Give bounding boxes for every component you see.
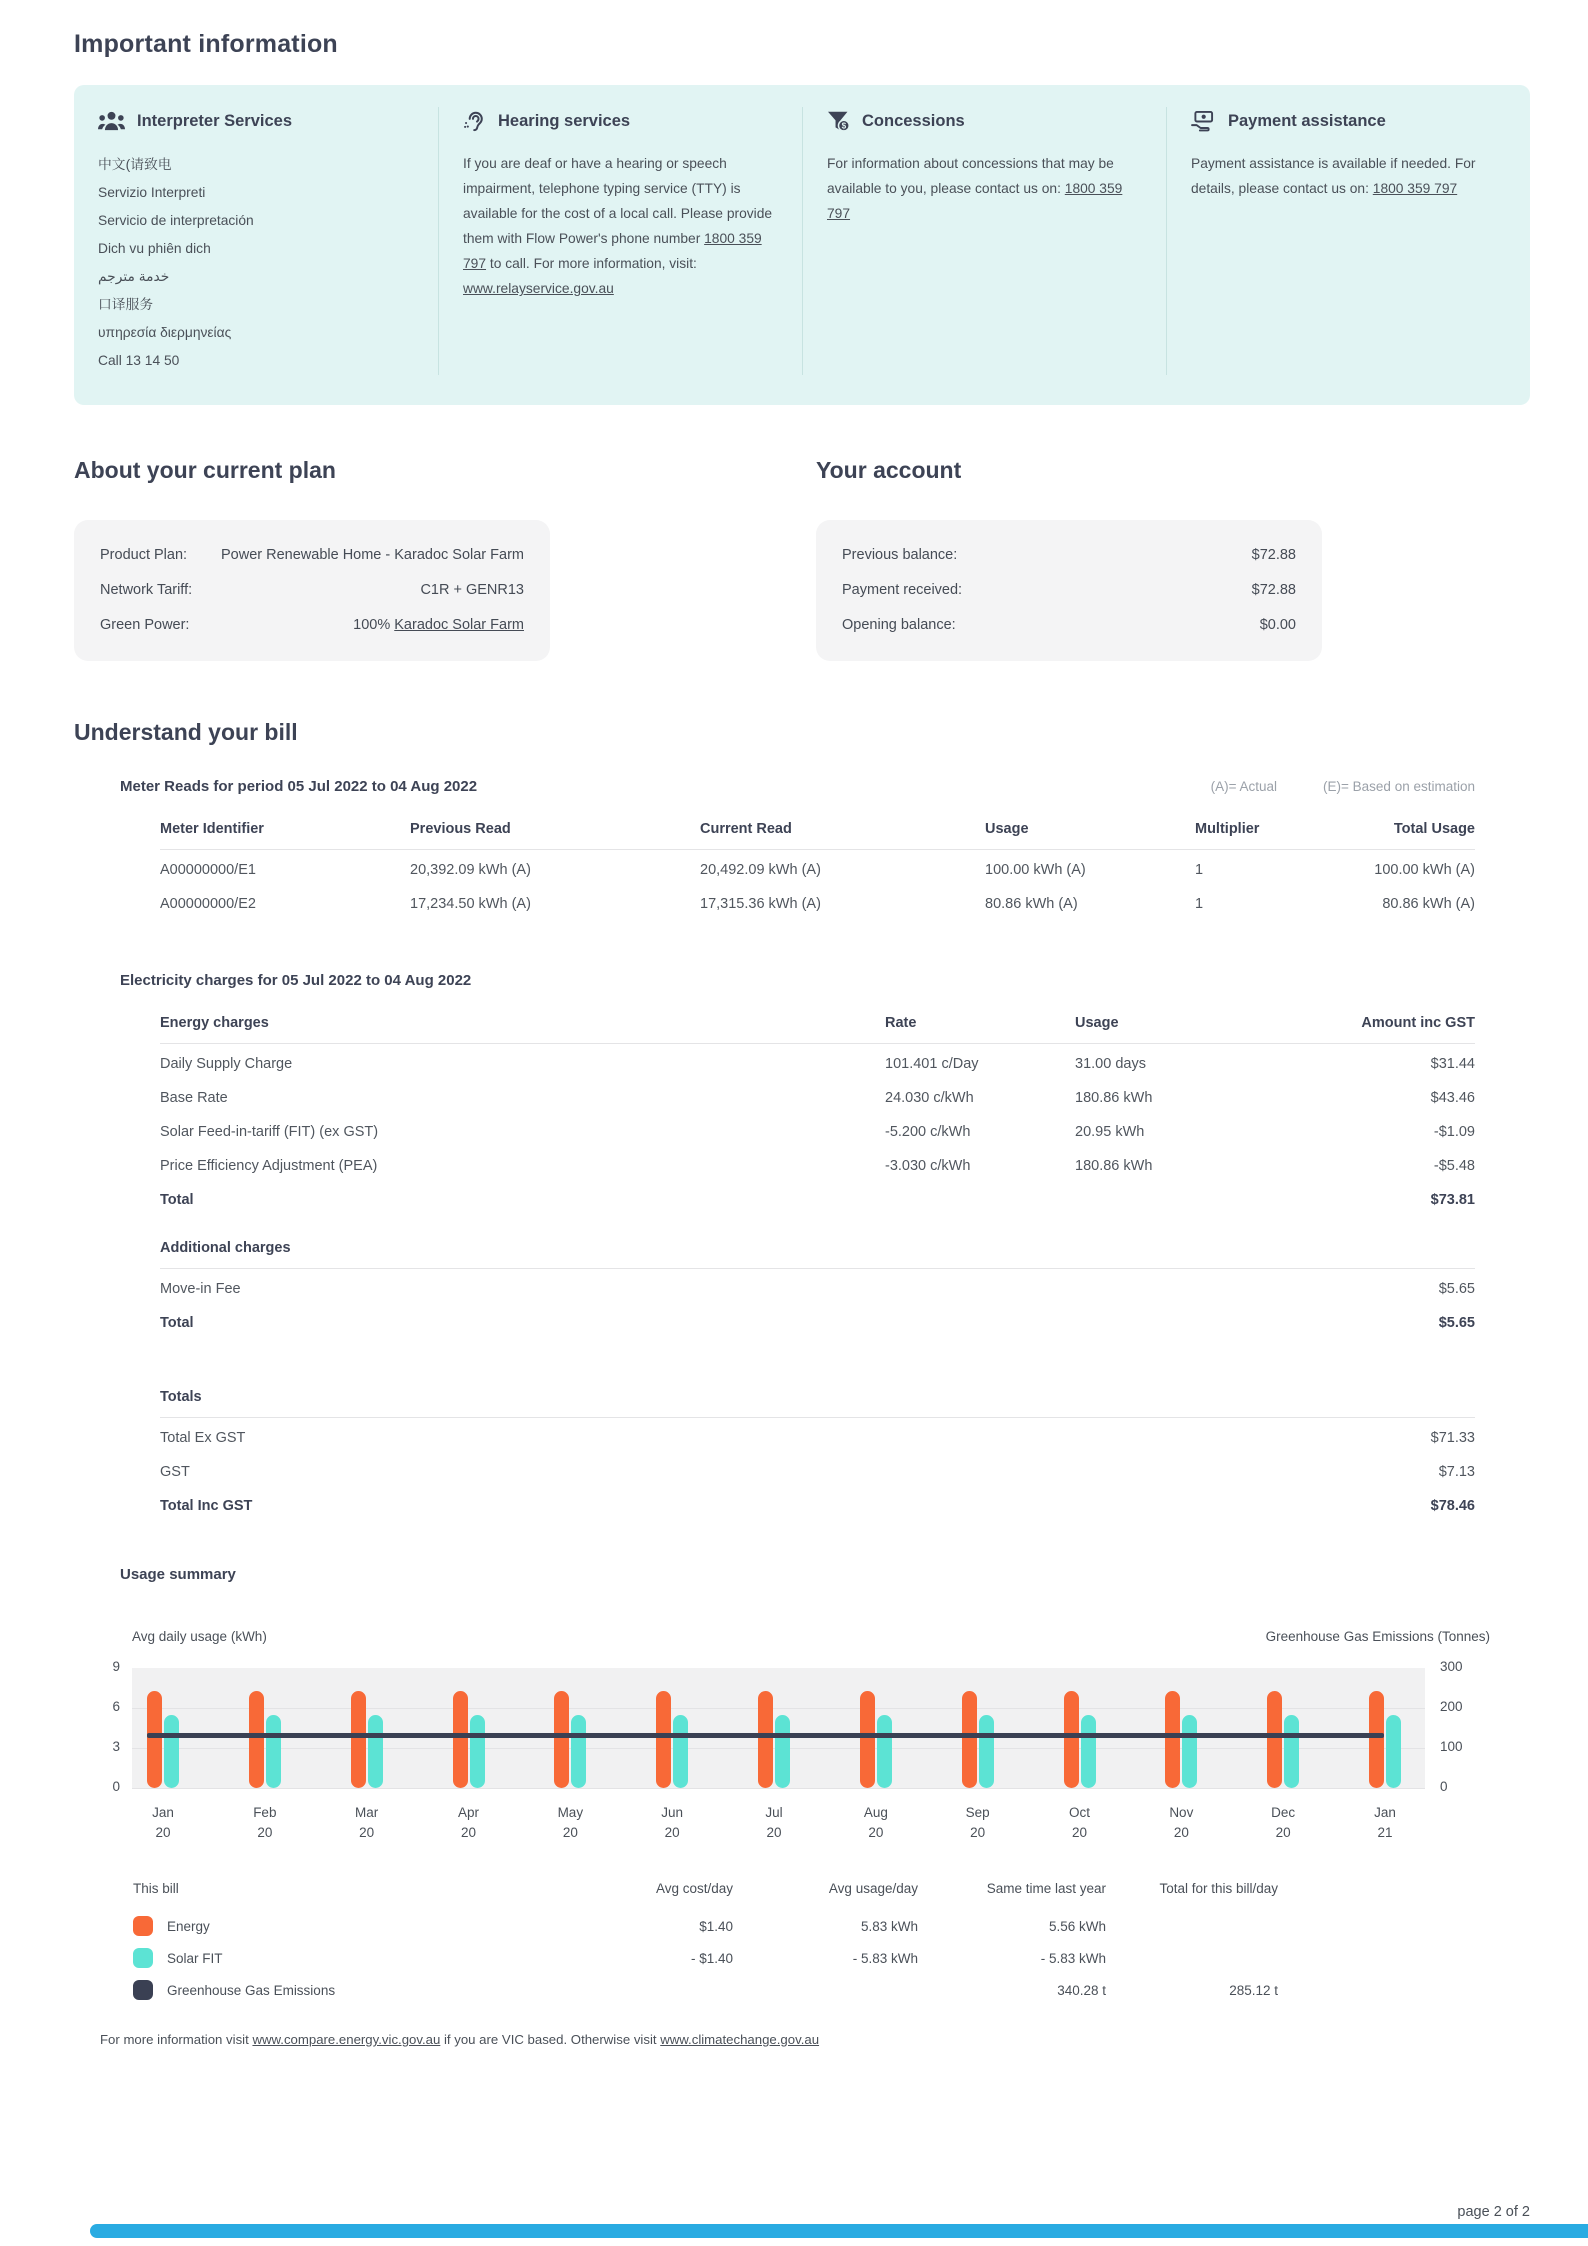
meter-reads-table bbox=[160, 795, 1475, 918]
solar-bar bbox=[470, 1715, 485, 1788]
footer-text-1: For more information visit bbox=[100, 2032, 253, 2047]
meter-col-header: Multiplier bbox=[1195, 821, 1260, 837]
spacer bbox=[1275, 1363, 1475, 1417]
month-name: Apr bbox=[457, 1805, 479, 1820]
plan-label: Green Power: bbox=[100, 617, 190, 633]
legend-col-avg-usage: Avg usage/day bbox=[828, 1881, 918, 1896]
month-year: 20 bbox=[970, 1825, 986, 1840]
charge-amount: -$5.48 bbox=[1433, 1158, 1475, 1174]
your-account-section bbox=[816, 457, 1322, 661]
additional-charges-heading: Additional charges bbox=[160, 1240, 291, 1256]
energy-total-label: Total bbox=[160, 1192, 194, 1208]
charge-usage: 180.86 kWh bbox=[1075, 1090, 1153, 1106]
plan-value: C1R + GENR13 bbox=[420, 582, 524, 598]
solar-bar bbox=[877, 1715, 892, 1788]
charge-amount: -$1.09 bbox=[1433, 1124, 1475, 1140]
legend-avg-usage bbox=[733, 1974, 918, 2006]
green-power-value bbox=[353, 608, 524, 643]
account-label: Opening balance: bbox=[842, 617, 956, 633]
legend-avg-usage: 5.83 kWh bbox=[860, 1918, 918, 1934]
green-power-prefix: 100% bbox=[353, 617, 395, 633]
month-name: Nov bbox=[1169, 1805, 1194, 1820]
totals-heading: Totals bbox=[160, 1389, 202, 1405]
additional-total-amount: $5.65 bbox=[1438, 1315, 1475, 1331]
legend-swatch bbox=[133, 1980, 153, 2000]
month-label bbox=[1243, 1803, 1323, 1843]
right-axis-tick: 0 bbox=[1440, 1779, 1448, 1794]
account-value: $0.00 bbox=[1259, 617, 1296, 633]
meter-col-header: Meter Identifier bbox=[160, 821, 264, 837]
payment-text-body: Payment assistance is available if needed. For details, please contact us on: bbox=[1191, 156, 1476, 196]
additional-total-label: Total bbox=[160, 1315, 194, 1331]
month-year: 20 bbox=[1071, 1825, 1088, 1840]
karadoc-solar-farm-link[interactable]: Karadoc Solar Farm bbox=[394, 617, 524, 633]
left-axis-tick: 9 bbox=[112, 1659, 120, 1674]
understand-bill-heading: Understand your bill bbox=[74, 719, 298, 745]
solar-bar bbox=[673, 1715, 688, 1788]
legend-col-total-bill: Total for this bill/day bbox=[1159, 1881, 1278, 1896]
charge-amount: $31.44 bbox=[1430, 1056, 1475, 1072]
meter-cell: A00000000/E1 bbox=[160, 862, 256, 878]
left-axis-tick: 6 bbox=[112, 1699, 120, 1714]
funnel-dollar-icon bbox=[827, 111, 850, 132]
solar-bar bbox=[368, 1715, 383, 1788]
energy-charges-heading: Energy charges bbox=[160, 1015, 269, 1031]
language-line: Call 13 14 50 bbox=[98, 353, 180, 368]
charge-usage: 180.86 kWh bbox=[1075, 1158, 1153, 1174]
energy-col-header: Usage bbox=[1075, 1015, 1119, 1031]
footer-note bbox=[100, 2032, 1475, 2047]
month-name: Oct bbox=[1068, 1805, 1090, 1820]
hearing-text-before: If you are deaf or have a hearing or speech impairment, telephone typing service (TTY) is available for the cost of a local call. Please provide them with Flow Power's phone number bbox=[463, 156, 773, 246]
plan-label: Product Plan: bbox=[100, 547, 188, 563]
solar-bar bbox=[571, 1715, 586, 1788]
legend-series-name bbox=[133, 1910, 413, 1942]
solar-bar bbox=[1182, 1715, 1197, 1788]
month-name: Mar bbox=[355, 1805, 379, 1820]
card-title-hearing: Hearing services bbox=[498, 111, 631, 130]
month-label bbox=[632, 1803, 712, 1843]
solar-bar bbox=[1081, 1715, 1096, 1788]
legend-total-bill bbox=[1106, 1910, 1278, 1942]
meter-cell: 80.86 kWh (A) bbox=[1382, 896, 1475, 912]
meter-cell: 100.00 kWh (A) bbox=[985, 862, 1086, 878]
month-label bbox=[1141, 1803, 1221, 1843]
total-amount: $71.33 bbox=[1430, 1430, 1475, 1446]
account-value: $72.88 bbox=[1251, 547, 1296, 563]
vic-compare-link[interactable]: www.compare.energy.vic.gov.au bbox=[252, 2032, 441, 2047]
right-axis-tick: 300 bbox=[1440, 1659, 1463, 1674]
account-label: Payment received: bbox=[842, 582, 963, 598]
money-hand-icon bbox=[1191, 111, 1216, 132]
right-axis-title: Greenhouse Gas Emissions (Tonnes) bbox=[1265, 1629, 1490, 1644]
legend-series-label: Greenhouse Gas Emissions bbox=[167, 1982, 336, 1998]
read-type-legend bbox=[1211, 779, 1475, 794]
energy-bar bbox=[962, 1691, 977, 1788]
language-line: υπηρεσία διερμηνείας bbox=[98, 325, 232, 340]
solar-bar bbox=[266, 1715, 281, 1788]
chart-plot-area bbox=[112, 1659, 1463, 1794]
month-label bbox=[123, 1803, 203, 1843]
charge-amount: $5.65 bbox=[1438, 1281, 1475, 1297]
hearing-text bbox=[463, 151, 776, 301]
legend-avg-cost bbox=[413, 1974, 733, 2006]
month-label bbox=[225, 1803, 305, 1843]
energy-col-header: Amount inc GST bbox=[1361, 1015, 1475, 1031]
legend-swatch bbox=[133, 1948, 153, 1968]
energy-col-header: Rate bbox=[885, 1015, 917, 1031]
legend-total-bill bbox=[1106, 1942, 1278, 1974]
payment-text bbox=[1191, 151, 1504, 201]
energy-bar bbox=[1369, 1691, 1384, 1788]
left-axis-tick: 3 bbox=[112, 1739, 120, 1754]
chart-legend-table bbox=[133, 1881, 1530, 2006]
charge-rate: 24.030 c/kWh bbox=[885, 1090, 974, 1106]
plan-value: Power Renewable Home - Karadoc Solar Farm bbox=[220, 547, 524, 563]
month-year: 20 bbox=[359, 1825, 375, 1840]
footer-accent-bar bbox=[90, 2224, 1588, 2238]
solar-bar bbox=[164, 1715, 179, 1788]
account-label: Previous balance: bbox=[842, 547, 958, 563]
solar-bar bbox=[775, 1715, 790, 1788]
month-label bbox=[836, 1803, 916, 1843]
meter-cell: 20,492.09 kWh (A) bbox=[700, 862, 821, 878]
legend-estimation: (E)= Based on estimation bbox=[1323, 779, 1475, 794]
month-name: Aug bbox=[863, 1805, 888, 1820]
chart-month-labels bbox=[132, 1789, 1425, 1847]
month-name: Feb bbox=[253, 1805, 277, 1820]
energy-bar bbox=[1267, 1691, 1282, 1788]
legend-series-name bbox=[133, 1974, 413, 2006]
solar-bar bbox=[1284, 1715, 1299, 1788]
hearing-icon bbox=[463, 110, 486, 133]
legend-col-this-bill: This bill bbox=[133, 1881, 179, 1896]
month-year: 20 bbox=[460, 1825, 477, 1840]
charge-rate: 101.401 c/Day bbox=[885, 1056, 979, 1072]
legend-avg-cost: $1.40 bbox=[699, 1918, 733, 1934]
total-amount: $78.46 bbox=[1430, 1498, 1475, 1514]
card-title-payment: Payment assistance bbox=[1228, 111, 1386, 130]
account-box bbox=[816, 520, 1322, 661]
spacer bbox=[1075, 1180, 1265, 1214]
month-year: 20 bbox=[664, 1825, 680, 1840]
meter-cell: 80.86 kWh (A) bbox=[985, 896, 1078, 912]
concessions-text-body: For information about concessions that may be available to you, please contact us on: bbox=[827, 156, 1114, 196]
legend-last-year: - 5.83 kWh bbox=[1040, 1950, 1106, 1966]
important-info-box bbox=[74, 85, 1530, 405]
month-label bbox=[1345, 1803, 1425, 1843]
legend-actual: (A)= Actual bbox=[1210, 779, 1278, 794]
card-title-interpreter: Interpreter Services bbox=[137, 111, 293, 130]
meter-cell: 1 bbox=[1195, 862, 1204, 878]
plan-row-tariff bbox=[100, 573, 524, 608]
energy-bar bbox=[656, 1691, 671, 1788]
energy-bar bbox=[249, 1691, 264, 1788]
energy-bar bbox=[860, 1691, 875, 1788]
energy-charges-table bbox=[160, 989, 1475, 1214]
electricity-charges-title: Electricity charges for 05 Jul 2022 to 04 Aug 2022 bbox=[120, 972, 472, 989]
interpreter-languages bbox=[98, 151, 412, 375]
svg-text:$: $ bbox=[841, 121, 847, 131]
energy-bar bbox=[758, 1691, 773, 1788]
month-year: 20 bbox=[868, 1825, 884, 1840]
energy-bar bbox=[1064, 1691, 1079, 1788]
language-line: Servizio Interpreti bbox=[98, 185, 206, 200]
language-line: Dich vu phiên dich bbox=[98, 241, 211, 256]
month-label bbox=[938, 1803, 1018, 1843]
charge-rate: -5.200 c/kWh bbox=[885, 1124, 971, 1140]
total-name: Total Inc GST bbox=[160, 1498, 253, 1514]
total-name: GST bbox=[160, 1464, 190, 1480]
meter-cell: 17,234.50 kWh (A) bbox=[410, 896, 531, 912]
charge-name: Price Efficiency Adjustment (PEA) bbox=[160, 1158, 378, 1174]
account-row bbox=[842, 573, 1296, 608]
charge-amount: $43.46 bbox=[1430, 1090, 1475, 1106]
month-label bbox=[327, 1803, 407, 1843]
legend-total-bill: 285.12 t bbox=[1229, 1982, 1278, 1998]
month-name: Jul bbox=[765, 1805, 783, 1820]
month-label bbox=[429, 1803, 509, 1843]
meter-cell: 100.00 kWh (A) bbox=[1374, 862, 1475, 878]
usage-chart bbox=[112, 1629, 1490, 1847]
current-plan-section bbox=[74, 457, 550, 661]
month-name: Jan bbox=[152, 1805, 174, 1820]
legend-avg-cost: - $1.40 bbox=[690, 1950, 733, 1966]
right-axis-tick: 100 bbox=[1440, 1739, 1463, 1754]
legend-last-year: 340.28 t bbox=[1057, 1982, 1106, 1998]
legend-col-last-year: Same time last year bbox=[986, 1881, 1106, 1896]
account-row bbox=[842, 608, 1296, 643]
gridline bbox=[132, 1708, 1425, 1709]
energy-bar bbox=[1165, 1691, 1180, 1788]
meter-reads-title: Meter Reads for period 05 Jul 2022 to 04 Aug 2022 bbox=[120, 778, 478, 795]
legend-last-year: 5.56 kWh bbox=[1048, 1918, 1106, 1934]
month-name: Dec bbox=[1271, 1805, 1296, 1820]
language-line: 口译服务 bbox=[98, 297, 154, 312]
hearing-text-after: to call. For more information, visit: bbox=[486, 256, 697, 271]
charge-usage: 20.95 kWh bbox=[1075, 1124, 1145, 1140]
month-name: Sep bbox=[965, 1805, 990, 1820]
month-year: 20 bbox=[257, 1825, 273, 1840]
ghg-emissions-line bbox=[147, 1733, 1384, 1738]
solar-bar bbox=[979, 1715, 994, 1788]
climatechange-link[interactable]: www.climatechange.gov.au bbox=[660, 2032, 820, 2047]
meter-col-header: Usage bbox=[985, 821, 1029, 837]
language-line: 中文(请致电 bbox=[98, 157, 172, 172]
month-year: 20 bbox=[1275, 1825, 1291, 1840]
plan-label: Network Tariff: bbox=[100, 582, 193, 598]
month-name: May bbox=[557, 1805, 584, 1820]
legend-col-avg-cost: Avg cost/day bbox=[655, 1881, 733, 1896]
energy-bar bbox=[554, 1691, 569, 1788]
spacer bbox=[1275, 1214, 1475, 1268]
payment-assistance-card bbox=[1166, 107, 1530, 375]
language-line: خدمة مترجم bbox=[98, 269, 170, 284]
footer-text-2: if you are VIC based. Otherwise visit bbox=[440, 2032, 661, 2047]
tty-phone-link[interactable]: 1800 359 797 bbox=[463, 231, 762, 271]
relay-service-link[interactable]: www.relayservice.gov.au bbox=[463, 281, 614, 296]
spacer bbox=[885, 1180, 1075, 1214]
month-year: 20 bbox=[1173, 1825, 1189, 1840]
charge-usage: 31.00 days bbox=[1075, 1056, 1146, 1072]
meter-cell: 20,392.09 kWh (A) bbox=[410, 862, 531, 878]
concessions-phone-link[interactable]: 1800 359 797 bbox=[827, 181, 1123, 221]
month-year: 20 bbox=[155, 1825, 171, 1840]
charge-name: Move-in Fee bbox=[160, 1281, 241, 1297]
month-label bbox=[734, 1803, 814, 1843]
left-axis-title: Avg daily usage (kWh) bbox=[132, 1629, 267, 1644]
month-label bbox=[1040, 1803, 1120, 1843]
total-amount: $7.13 bbox=[1438, 1464, 1475, 1480]
right-axis-tick: 200 bbox=[1440, 1699, 1463, 1714]
plan-heading: About your current plan bbox=[74, 457, 336, 483]
usage-summary-title: Usage summary bbox=[120, 1566, 236, 1583]
legend-series-name bbox=[133, 1942, 413, 1974]
bill-details bbox=[100, 778, 1530, 2047]
charge-name: Base Rate bbox=[160, 1090, 228, 1106]
additional-charges-table bbox=[160, 1214, 1475, 1337]
hearing-services-card bbox=[438, 107, 802, 375]
energy-bar bbox=[147, 1691, 162, 1788]
legend-avg-usage: - 5.83 kWh bbox=[852, 1950, 918, 1966]
left-axis-tick: 0 bbox=[112, 1779, 120, 1794]
month-name: Jan bbox=[1374, 1805, 1396, 1820]
meter-cell: 1 bbox=[1195, 896, 1204, 912]
account-value: $72.88 bbox=[1251, 582, 1296, 598]
legend-series-label: Solar FIT bbox=[167, 1950, 223, 1966]
meter-cell: A00000000/E2 bbox=[160, 896, 256, 912]
account-heading: Your account bbox=[816, 457, 962, 483]
account-row bbox=[842, 538, 1296, 573]
energy-bar bbox=[351, 1691, 366, 1788]
plan-box bbox=[74, 520, 550, 661]
card-title-concessions: Concessions bbox=[862, 111, 965, 130]
legend-series-label: Energy bbox=[167, 1918, 210, 1934]
people-icon bbox=[98, 111, 125, 131]
energy-bar bbox=[453, 1691, 468, 1788]
legend-swatch bbox=[133, 1916, 153, 1936]
totals-table bbox=[160, 1363, 1475, 1520]
month-label bbox=[530, 1803, 610, 1843]
language-line: Servicio de interpretación bbox=[98, 213, 254, 228]
total-name: Total Ex GST bbox=[160, 1430, 246, 1446]
energy-total-amount: $73.81 bbox=[1430, 1192, 1475, 1208]
month-year: 20 bbox=[766, 1825, 782, 1840]
payment-phone-link[interactable]: 1800 359 797 bbox=[1372, 181, 1458, 196]
charge-name: Daily Supply Charge bbox=[160, 1056, 293, 1072]
concessions-card bbox=[802, 107, 1166, 375]
solar-bar bbox=[1386, 1715, 1401, 1788]
interpreter-services-card bbox=[74, 107, 438, 375]
meter-cell: 17,315.36 kWh (A) bbox=[700, 896, 821, 912]
meter-col-header: Total Usage bbox=[1393, 821, 1475, 837]
page-number: page 2 of 2 bbox=[1457, 2204, 1530, 2220]
month-name: Jun bbox=[661, 1805, 684, 1820]
charge-name: Solar Feed-in-tariff (FIT) (ex GST) bbox=[160, 1124, 379, 1140]
meter-col-header: Current Read bbox=[700, 821, 792, 837]
meter-col-header: Previous Read bbox=[410, 821, 511, 837]
month-year: 21 bbox=[1377, 1825, 1393, 1840]
plan-row-greenpower bbox=[100, 608, 524, 643]
month-year: 20 bbox=[562, 1825, 578, 1840]
charge-rate: -3.030 c/kWh bbox=[885, 1158, 971, 1174]
page-title: Important information bbox=[74, 30, 338, 58]
concessions-text bbox=[827, 151, 1140, 226]
plan-row-product bbox=[100, 538, 524, 573]
